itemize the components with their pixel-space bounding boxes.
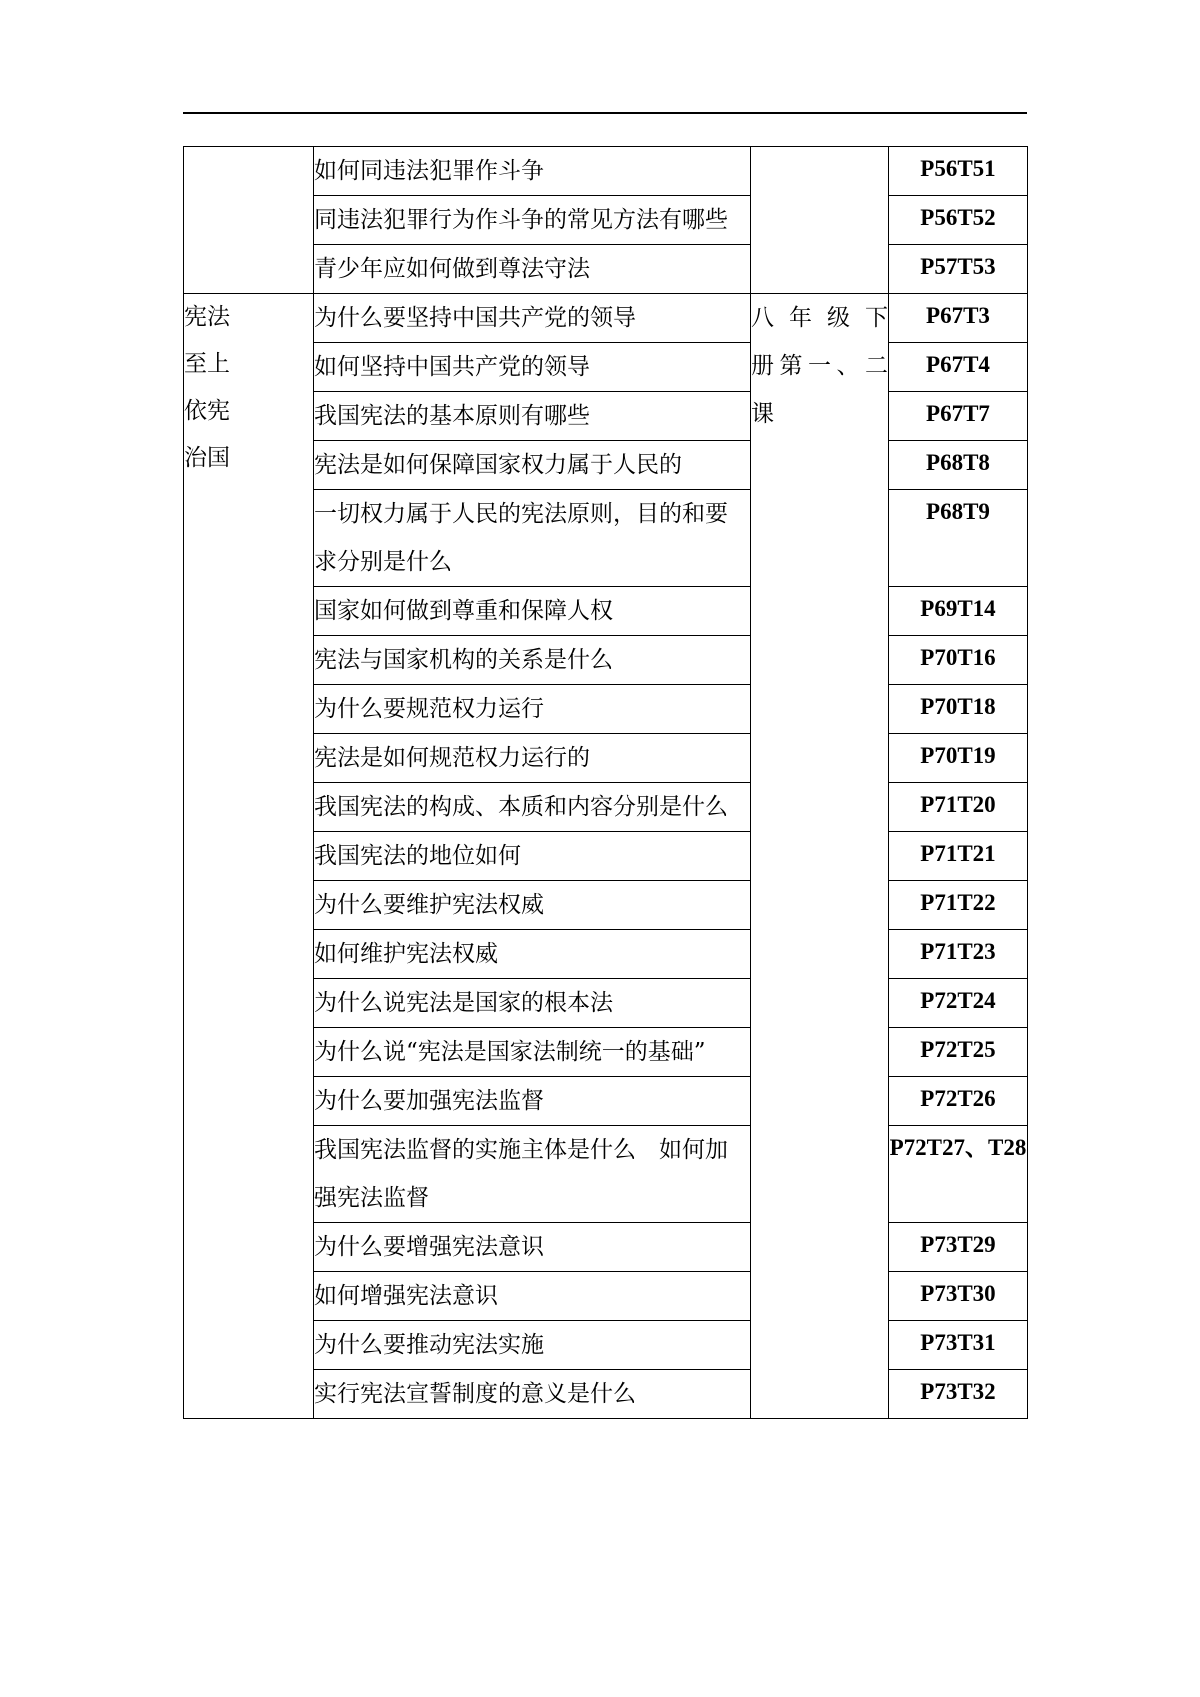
- page-ref-cell: P71T23: [889, 930, 1028, 979]
- page-ref-cell: P70T16: [889, 636, 1028, 685]
- table-row: [184, 147, 1028, 196]
- page-ref-cell: P71T21: [889, 832, 1028, 881]
- page-ref-cell: P68T9: [889, 490, 1028, 587]
- question-cell: 如何维护宪法权威: [314, 930, 751, 979]
- page-ref-cell: P67T3: [889, 294, 1028, 343]
- table-row: [184, 294, 1028, 343]
- question-cell: 宪法是如何规范权力运行的: [314, 734, 751, 783]
- question-cell: 为什么要坚持中国共产党的领导: [314, 294, 751, 343]
- question-cell: 为什么要规范权力运行: [314, 685, 751, 734]
- header-rule: [183, 112, 1027, 114]
- question-cell: 为什么要维护宪法权威: [314, 881, 751, 930]
- question-cell: 同违法犯罪行为作斗争的常见方法有哪些: [314, 196, 751, 245]
- page-ref-cell: P57T53: [889, 245, 1028, 294]
- textbook-lesson-cell: [751, 294, 889, 1419]
- question-cell: 为什么要加强宪法监督: [314, 1077, 751, 1126]
- page-ref-cell: P72T25: [889, 1028, 1028, 1077]
- textbook-lesson-line: 八年级下: [751, 305, 888, 331]
- question-cell: 如何坚持中国共产党的领导: [314, 343, 751, 392]
- page-ref-cell: P71T22: [889, 881, 1028, 930]
- question-cell: 国家如何做到尊重和保障人权: [314, 587, 751, 636]
- page-ref-cell: P67T4: [889, 343, 1028, 392]
- question-cell: 为什么要增强宪法意识: [314, 1223, 751, 1272]
- textbook-lesson-cell: [751, 147, 889, 294]
- page-ref-cell: P69T14: [889, 587, 1028, 636]
- page-ref-cell: P72T26: [889, 1077, 1028, 1126]
- page-ref-cell: P68T8: [889, 441, 1028, 490]
- question-cell: 为什么说宪法是国家的根本法: [314, 979, 751, 1028]
- textbook-lesson-line: 课: [751, 401, 774, 427]
- unit-title-line: 宪法: [184, 304, 230, 330]
- question-cell: 一切权力属于人民的宪法原则，目的和要求分别是什么: [314, 490, 751, 587]
- question-cell: 我国宪法的地位如何: [314, 832, 751, 881]
- page-ref-cell: P73T30: [889, 1272, 1028, 1321]
- page-ref-cell: P70T19: [889, 734, 1028, 783]
- question-cell: 我国宪法监督的实施主体是什么 如何加强宪法监督: [314, 1126, 751, 1223]
- question-cell: 我国宪法的基本原则有哪些: [314, 392, 751, 441]
- question-cell: 宪法与国家机构的关系是什么: [314, 636, 751, 685]
- question-cell: 宪法是如何保障国家权力属于人民的: [314, 441, 751, 490]
- unit-title-cell: [184, 147, 314, 294]
- question-cell: 如何同违法犯罪作斗争: [314, 147, 751, 196]
- page-ref-cell: P56T51: [889, 147, 1028, 196]
- page-ref-cell: P70T18: [889, 685, 1028, 734]
- page-ref-cell: P73T29: [889, 1223, 1028, 1272]
- unit-title-line: 至上: [184, 351, 230, 377]
- page-ref-cell: P73T31: [889, 1321, 1028, 1370]
- question-cell: 我国宪法的构成、本质和内容分别是什么: [314, 783, 751, 832]
- page-ref-cell: P56T52: [889, 196, 1028, 245]
- page-ref-cell: P73T32: [889, 1370, 1028, 1419]
- page-ref-cell: P72T24: [889, 979, 1028, 1028]
- page-ref-cell: P71T20: [889, 783, 1028, 832]
- page-ref-cell: P72T27、T28: [889, 1126, 1028, 1223]
- outline-body: [184, 147, 1028, 1419]
- question-cell: 为什么要推动宪法实施: [314, 1321, 751, 1370]
- question-cell: 青少年应如何做到尊法守法: [314, 245, 751, 294]
- textbook-lesson-line: 册第一、二: [751, 353, 888, 379]
- unit-title-cell: [184, 294, 314, 1419]
- unit-title-line: 治国: [184, 445, 230, 471]
- unit-title-line: 依宪: [184, 398, 230, 424]
- question-cell: 如何增强宪法意识: [314, 1272, 751, 1321]
- question-cell: 实行宪法宣誓制度的意义是什么: [314, 1370, 751, 1419]
- review-outline-table: [183, 146, 1028, 1419]
- question-cell: 为什么说“宪法是国家法制统一的基础”: [314, 1028, 751, 1077]
- page-ref-cell: P67T7: [889, 392, 1028, 441]
